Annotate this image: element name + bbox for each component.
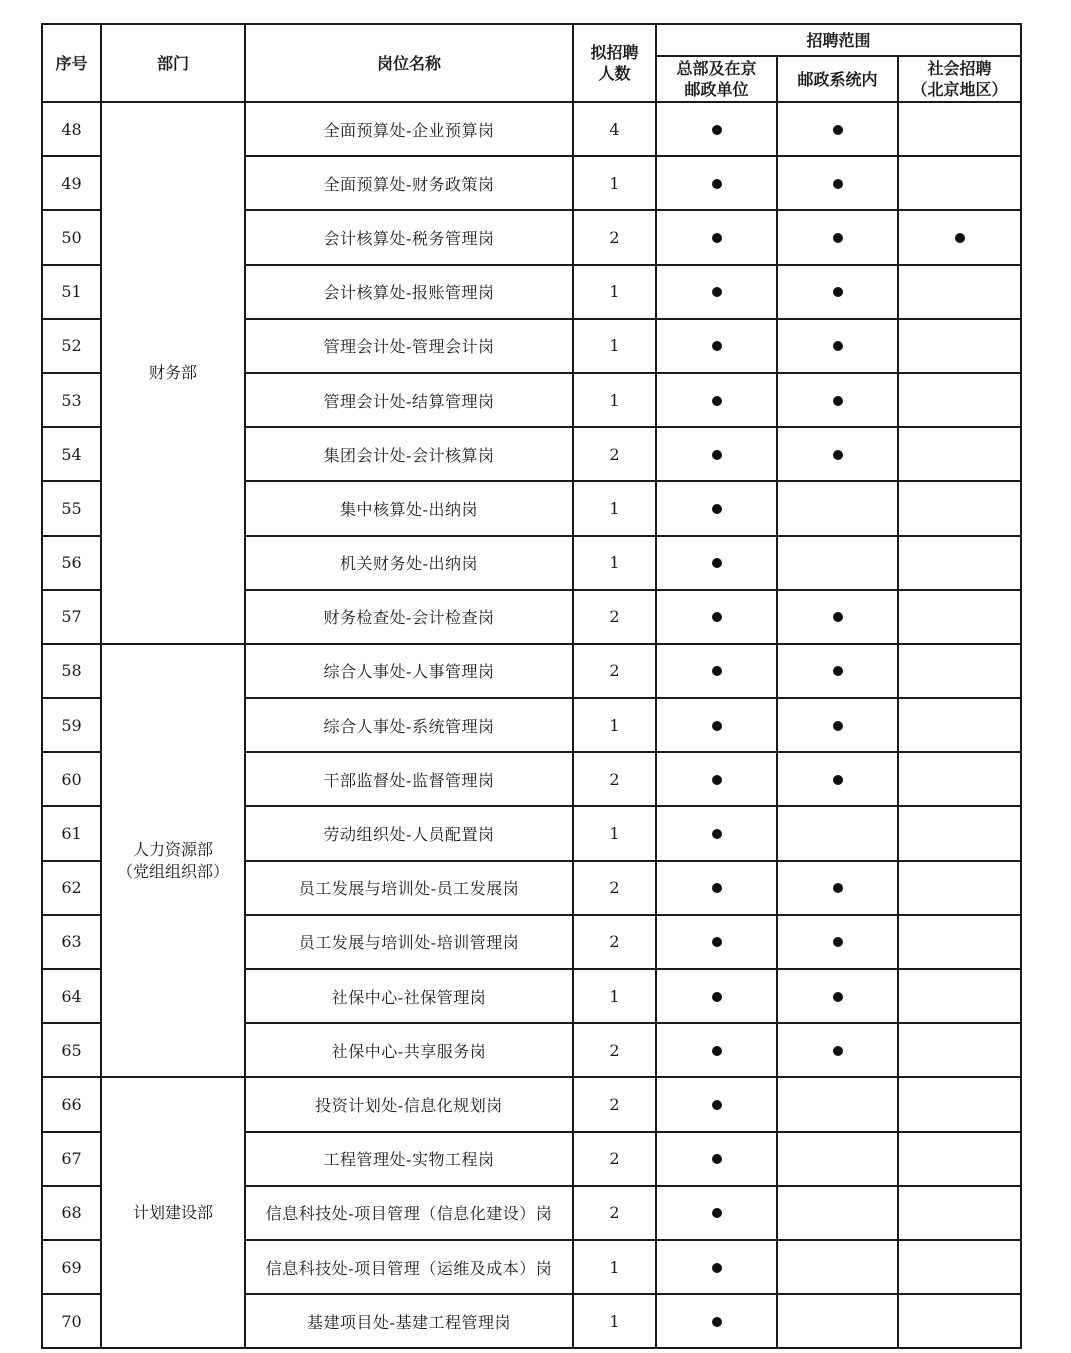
header-scope: 招聘范围: [656, 24, 1021, 56]
cell-scope-hq: [656, 1077, 777, 1131]
cell-no: 50: [42, 210, 101, 264]
cell-post-name: 会计核算处-报账管理岗: [245, 265, 573, 319]
cell-no: 61: [42, 806, 101, 860]
cell-no: 69: [42, 1240, 101, 1294]
bullet-dot-icon: [833, 937, 843, 947]
cell-scope-public: [898, 536, 1021, 590]
cell-post-name: 全面预算处-企业预算岗: [245, 102, 573, 156]
cell-post-name: 社保中心-社保管理岗: [245, 969, 573, 1023]
header-dept: 部门: [101, 24, 245, 102]
cell-post-name: 员工发展与培训处-员工发展岗: [245, 861, 573, 915]
cell-scope-hq: [656, 1186, 777, 1240]
cell-post-name: 全面预算处-财务政策岗: [245, 156, 573, 210]
bullet-dot-icon: [712, 612, 722, 622]
bullet-dot-icon: [833, 721, 843, 731]
cell-headcount: 2: [573, 210, 656, 264]
cell-headcount: 2: [573, 1023, 656, 1077]
cell-scope-public: [898, 861, 1021, 915]
cell-department: 计划建设部: [101, 1077, 245, 1348]
bullet-dot-icon: [833, 125, 843, 135]
cell-scope-public: [898, 806, 1021, 860]
bullet-dot-icon: [712, 450, 722, 460]
cell-scope-hq: [656, 102, 777, 156]
cell-no: 66: [42, 1077, 101, 1131]
cell-post-name: 财务检查处-会计检查岗: [245, 590, 573, 644]
cell-scope-hq: [656, 644, 777, 698]
cell-headcount: 2: [573, 861, 656, 915]
cell-scope-system: [777, 806, 898, 860]
cell-post-name: 管理会计处-结算管理岗: [245, 373, 573, 427]
cell-headcount: 1: [573, 806, 656, 860]
cell-scope-public: [898, 1186, 1021, 1240]
header-count: 拟招聘 人数: [573, 24, 656, 102]
bullet-dot-icon: [712, 396, 722, 406]
cell-headcount: 1: [573, 265, 656, 319]
bullet-dot-icon: [712, 341, 722, 351]
cell-scope-hq: [656, 265, 777, 319]
bullet-dot-icon: [955, 233, 965, 243]
cell-post-name: 投资计划处-信息化规划岗: [245, 1077, 573, 1131]
cell-no: 58: [42, 644, 101, 698]
cell-scope-system: [777, 536, 898, 590]
cell-post-name: 基建项目处-基建工程管理岗: [245, 1294, 573, 1348]
cell-post-name: 干部监督处-监督管理岗: [245, 752, 573, 806]
bullet-dot-icon: [712, 829, 722, 839]
cell-scope-public: [898, 1240, 1021, 1294]
cell-headcount: 2: [573, 1186, 656, 1240]
cell-post-name: 信息科技处-项目管理（运维及成本）岗: [245, 1240, 573, 1294]
bullet-dot-icon: [712, 179, 722, 189]
cell-no: 48: [42, 102, 101, 156]
cell-no: 57: [42, 590, 101, 644]
cell-scope-hq: [656, 590, 777, 644]
header-scope-hq: 总部及在京 邮政单位: [656, 56, 777, 102]
bullet-dot-icon: [712, 504, 722, 514]
cell-scope-hq: [656, 1023, 777, 1077]
cell-headcount: 2: [573, 915, 656, 969]
cell-post-name: 社保中心-共享服务岗: [245, 1023, 573, 1077]
cell-scope-system: [777, 1186, 898, 1240]
cell-no: 68: [42, 1186, 101, 1240]
cell-scope-hq: [656, 536, 777, 590]
bullet-dot-icon: [833, 341, 843, 351]
cell-scope-system: [777, 752, 898, 806]
cell-scope-hq: [656, 861, 777, 915]
cell-scope-hq: [656, 752, 777, 806]
cell-scope-public: [898, 698, 1021, 752]
cell-no: 52: [42, 319, 101, 373]
cell-post-name: 集中核算处-出纳岗: [245, 481, 573, 535]
header-no: 序号: [42, 24, 101, 102]
bullet-dot-icon: [833, 612, 843, 622]
cell-no: 62: [42, 861, 101, 915]
cell-scope-system: [777, 590, 898, 644]
cell-scope-public: [898, 590, 1021, 644]
bullet-dot-icon: [712, 775, 722, 785]
bullet-dot-icon: [833, 883, 843, 893]
bullet-dot-icon: [712, 666, 722, 676]
cell-headcount: 1: [573, 969, 656, 1023]
cell-no: 49: [42, 156, 101, 210]
cell-headcount: 2: [573, 427, 656, 481]
cell-headcount: 1: [573, 373, 656, 427]
cell-headcount: 2: [573, 1077, 656, 1131]
cell-no: 56: [42, 536, 101, 590]
cell-scope-hq: [656, 427, 777, 481]
table-body: [42, 102, 1021, 1348]
cell-no: 53: [42, 373, 101, 427]
cell-scope-public: [898, 481, 1021, 535]
cell-headcount: 2: [573, 1132, 656, 1186]
cell-scope-public: [898, 427, 1021, 481]
cell-scope-hq: [656, 1294, 777, 1348]
cell-post-name: 员工发展与培训处-培训管理岗: [245, 915, 573, 969]
cell-no: 54: [42, 427, 101, 481]
cell-scope-system: [777, 644, 898, 698]
cell-scope-system: [777, 1077, 898, 1131]
cell-scope-system: [777, 698, 898, 752]
cell-scope-public: [898, 969, 1021, 1023]
cell-post-name: 劳动组织处-人员配置岗: [245, 806, 573, 860]
cell-scope-hq: [656, 481, 777, 535]
bullet-dot-icon: [833, 233, 843, 243]
cell-scope-public: [898, 210, 1021, 264]
cell-scope-hq: [656, 156, 777, 210]
cell-scope-system: [777, 319, 898, 373]
bullet-dot-icon: [712, 937, 722, 947]
bullet-dot-icon: [712, 1208, 722, 1218]
bullet-dot-icon: [833, 775, 843, 785]
table-row: [42, 644, 1021, 698]
cell-scope-hq: [656, 1240, 777, 1294]
cell-headcount: 1: [573, 1294, 656, 1348]
cell-post-name: 集团会计处-会计核算岗: [245, 427, 573, 481]
bullet-dot-icon: [712, 1317, 722, 1327]
cell-scope-system: [777, 1294, 898, 1348]
cell-scope-system: [777, 427, 898, 481]
cell-no: 59: [42, 698, 101, 752]
cell-headcount: 1: [573, 1240, 656, 1294]
cell-no: 55: [42, 481, 101, 535]
bullet-dot-icon: [712, 558, 722, 568]
cell-department: 人力资源部 （党组组织部）: [101, 644, 245, 1078]
cell-post-name: 工程管理处-实物工程岗: [245, 1132, 573, 1186]
cell-headcount: 1: [573, 319, 656, 373]
cell-scope-hq: [656, 1132, 777, 1186]
bullet-dot-icon: [712, 883, 722, 893]
cell-scope-system: [777, 210, 898, 264]
cell-scope-hq: [656, 319, 777, 373]
cell-scope-hq: [656, 698, 777, 752]
cell-no: 63: [42, 915, 101, 969]
cell-scope-system: [777, 373, 898, 427]
cell-scope-public: [898, 156, 1021, 210]
cell-post-name: 机关财务处-出纳岗: [245, 536, 573, 590]
table-row: [42, 102, 1021, 156]
cell-scope-public: [898, 1294, 1021, 1348]
cell-headcount: 2: [573, 752, 656, 806]
recruitment-table: [41, 23, 1022, 1349]
header-scope-public: 社会招聘 （北京地区）: [898, 56, 1021, 102]
bullet-dot-icon: [833, 1046, 843, 1056]
cell-scope-system: [777, 969, 898, 1023]
bullet-dot-icon: [712, 1263, 722, 1273]
cell-headcount: 4: [573, 102, 656, 156]
cell-no: 67: [42, 1132, 101, 1186]
cell-scope-hq: [656, 806, 777, 860]
header-post: 岗位名称: [245, 24, 573, 102]
cell-scope-hq: [656, 373, 777, 427]
bullet-dot-icon: [833, 666, 843, 676]
bullet-dot-icon: [833, 179, 843, 189]
cell-headcount: 1: [573, 536, 656, 590]
cell-department: 财务部: [101, 102, 245, 644]
cell-no: 60: [42, 752, 101, 806]
cell-no: 64: [42, 969, 101, 1023]
cell-post-name: 综合人事处-人事管理岗: [245, 644, 573, 698]
bullet-dot-icon: [712, 1100, 722, 1110]
cell-scope-system: [777, 1132, 898, 1186]
bullet-dot-icon: [712, 1046, 722, 1056]
bullet-dot-icon: [712, 992, 722, 1002]
cell-headcount: 2: [573, 590, 656, 644]
bullet-dot-icon: [712, 1154, 722, 1164]
cell-scope-system: [777, 861, 898, 915]
cell-post-name: 管理会计处-管理会计岗: [245, 319, 573, 373]
cell-scope-public: [898, 265, 1021, 319]
bullet-dot-icon: [712, 721, 722, 731]
cell-scope-public: [898, 915, 1021, 969]
cell-scope-public: [898, 644, 1021, 698]
cell-headcount: 1: [573, 481, 656, 535]
cell-no: 51: [42, 265, 101, 319]
cell-scope-hq: [656, 210, 777, 264]
cell-no: 65: [42, 1023, 101, 1077]
bullet-dot-icon: [712, 287, 722, 297]
cell-scope-system: [777, 265, 898, 319]
cell-scope-public: [898, 1077, 1021, 1131]
bullet-dot-icon: [833, 396, 843, 406]
cell-headcount: 1: [573, 156, 656, 210]
cell-scope-public: [898, 102, 1021, 156]
cell-scope-system: [777, 1023, 898, 1077]
cell-headcount: 1: [573, 698, 656, 752]
cell-scope-public: [898, 373, 1021, 427]
bullet-dot-icon: [833, 992, 843, 1002]
cell-scope-system: [777, 915, 898, 969]
cell-scope-hq: [656, 969, 777, 1023]
bullet-dot-icon: [833, 287, 843, 297]
table-row: [42, 1077, 1021, 1131]
cell-scope-public: [898, 752, 1021, 806]
bullet-dot-icon: [712, 233, 722, 243]
cell-scope-hq: [656, 915, 777, 969]
cell-post-name: 会计核算处-税务管理岗: [245, 210, 573, 264]
bullet-dot-icon: [833, 450, 843, 460]
cell-headcount: 2: [573, 644, 656, 698]
bullet-dot-icon: [712, 125, 722, 135]
cell-scope-public: [898, 319, 1021, 373]
cell-post-name: 综合人事处-系统管理岗: [245, 698, 573, 752]
cell-scope-system: [777, 1240, 898, 1294]
cell-scope-system: [777, 481, 898, 535]
cell-scope-system: [777, 156, 898, 210]
header-scope-system: 邮政系统内: [777, 56, 898, 102]
cell-scope-system: [777, 102, 898, 156]
cell-scope-public: [898, 1132, 1021, 1186]
cell-no: 70: [42, 1294, 101, 1348]
cell-scope-public: [898, 1023, 1021, 1077]
cell-post-name: 信息科技处-项目管理（信息化建设）岗: [245, 1186, 573, 1240]
